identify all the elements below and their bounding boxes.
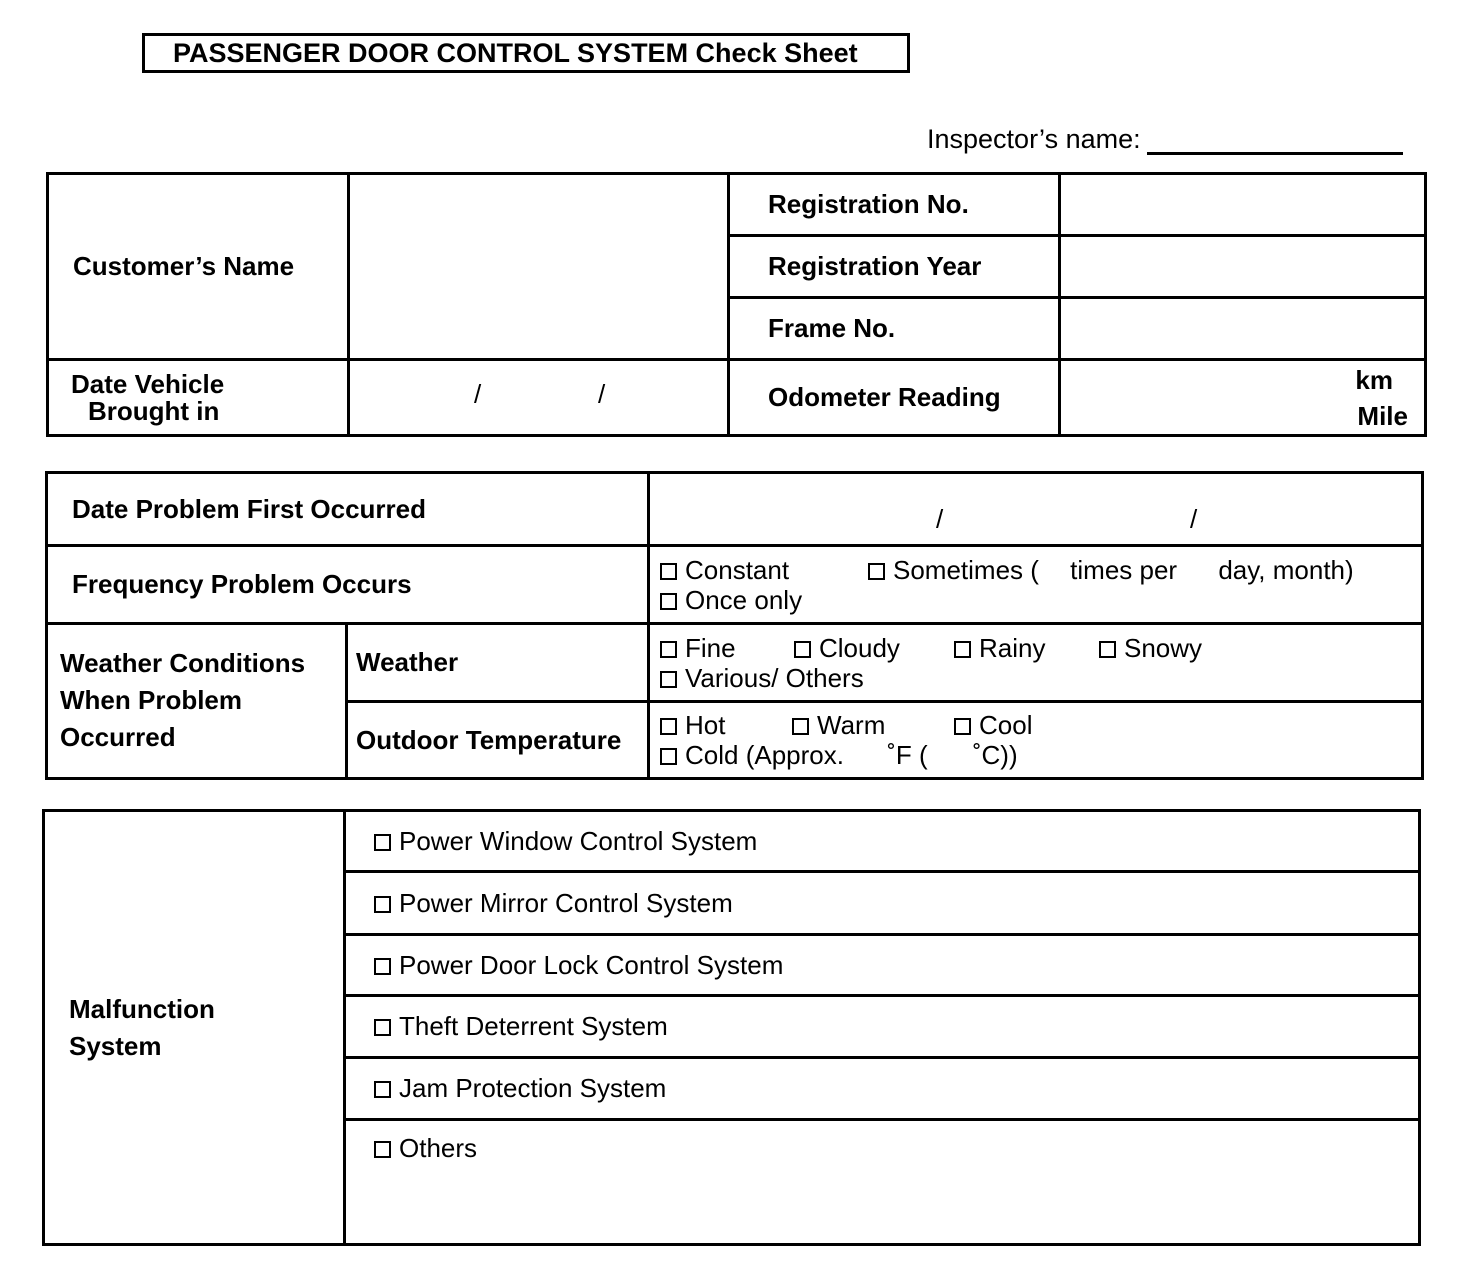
freq-constant-label: Constant	[685, 554, 790, 585]
customer-name-field[interactable]	[349, 174, 729, 360]
weather-cond-line2: When Problem	[60, 685, 243, 715]
date-brought-line2: Brought in	[88, 395, 220, 426]
checkbox[interactable]	[374, 1019, 391, 1036]
checkbox[interactable]	[660, 563, 677, 580]
outdoor-temperature-label: Outdoor Temperature	[347, 702, 649, 779]
weather-options	[649, 624, 1423, 702]
theft-deterrent-label: Theft Deterrent System	[399, 1011, 668, 1041]
checkbox[interactable]	[374, 896, 391, 913]
checkbox[interactable]	[954, 641, 971, 658]
malfunction-label-line2: System	[69, 1030, 162, 1061]
checkbox[interactable]	[660, 718, 677, 735]
frequency-label: Frequency Problem Occurs	[47, 546, 649, 624]
malfunction-table	[42, 809, 1421, 1246]
power-mirror-label: Power Mirror Control System	[399, 887, 733, 918]
malfunction-option	[345, 935, 1420, 996]
date-brought-in-field[interactable]	[349, 360, 729, 436]
checkbox[interactable]	[660, 641, 677, 658]
power-window-label: Power Window Control System	[399, 825, 758, 856]
odometer-label: Odometer Reading	[729, 360, 1060, 436]
date-separator: /	[474, 379, 482, 409]
others-label: Others	[399, 1133, 478, 1163]
weather-fine-label: Fine	[685, 632, 736, 663]
checkbox[interactable]	[374, 1081, 391, 1098]
weather-rainy-label: Rainy	[979, 632, 1046, 663]
date-brought-in-label	[48, 360, 349, 436]
weather-conditions-label	[47, 624, 347, 779]
checkbox[interactable]	[374, 834, 391, 851]
checkbox[interactable]	[374, 1141, 391, 1158]
checkbox[interactable]	[660, 593, 677, 610]
checkbox[interactable]	[792, 718, 809, 735]
malfunction-option	[345, 811, 1420, 872]
weather-cond-line1: Weather Conditions	[60, 648, 306, 678]
temp-cool-label: Cool	[979, 710, 1033, 740]
weather-label: Weather	[347, 624, 649, 702]
power-door-lock-label: Power Door Lock Control System	[399, 949, 784, 980]
vehicle-info-table	[46, 172, 1427, 437]
celsius-label: ˚C))	[972, 740, 1018, 770]
malfunction-option	[345, 996, 1420, 1058]
checkbox[interactable]	[794, 641, 811, 658]
weather-cloudy-label: Cloudy	[819, 632, 900, 663]
temperature-options	[649, 702, 1423, 779]
temp-warm-label: Warm	[817, 710, 886, 740]
fahrenheit-label: ˚F (	[887, 740, 928, 770]
date-separator: /	[936, 504, 944, 534]
frame-no-field[interactable]	[1060, 298, 1426, 360]
malfunction-option	[345, 1058, 1420, 1120]
registration-no-label: Registration No.	[729, 174, 1060, 236]
date-separator: /	[598, 379, 606, 409]
inspector-label: Inspector’s name:	[927, 124, 1141, 154]
date-first-occurred-label: Date Problem First Occurred	[47, 473, 649, 546]
freq-times-per-label: times per	[1070, 554, 1178, 585]
malfunction-system-label	[44, 811, 345, 1245]
page-title: PASSENGER DOOR CONTROL SYSTEM Check Sheet	[142, 33, 910, 73]
checkbox[interactable]	[1099, 641, 1116, 658]
registration-year-field[interactable]	[1060, 236, 1426, 298]
checkbox[interactable]	[660, 748, 677, 765]
weather-various-label: Various/ Others	[685, 662, 864, 693]
checkbox[interactable]	[374, 958, 391, 975]
checkbox[interactable]	[868, 563, 885, 580]
km-unit: km	[1355, 364, 1393, 395]
temp-cold-label: Cold (Approx.	[685, 740, 844, 770]
checkbox[interactable]	[954, 718, 971, 735]
jam-protection-label: Jam Protection System	[399, 1073, 667, 1103]
mile-unit: Mile	[1357, 400, 1408, 431]
malfunction-label-line1: Malfunction	[69, 993, 215, 1024]
inspector-name-line[interactable]	[1147, 128, 1403, 155]
frequency-options	[649, 546, 1423, 624]
temp-hot-label: Hot	[685, 710, 726, 740]
registration-year-label: Registration Year	[729, 236, 1060, 298]
freq-sometimes-label: Sometimes (	[893, 554, 1039, 585]
freq-day-month-label: day, month)	[1218, 554, 1354, 585]
date-separator: /	[1190, 504, 1198, 534]
malfunction-option	[345, 1120, 1420, 1245]
odometer-field[interactable]	[1060, 360, 1426, 436]
checkbox[interactable]	[660, 671, 677, 688]
date-brought-line1: Date Vehicle	[71, 368, 225, 399]
weather-snowy-label: Snowy	[1124, 632, 1203, 663]
inspector-field	[927, 124, 1403, 155]
malfunction-option	[345, 872, 1420, 935]
date-first-occurred-field[interactable]	[649, 473, 1423, 546]
problem-info-table	[45, 471, 1424, 780]
freq-once-label: Once only	[685, 584, 803, 615]
registration-no-field[interactable]	[1060, 174, 1426, 236]
frame-no-label: Frame No.	[729, 298, 1060, 360]
customer-name-label: Customer’s Name	[48, 174, 349, 360]
weather-cond-line3: Occurred	[60, 722, 176, 752]
